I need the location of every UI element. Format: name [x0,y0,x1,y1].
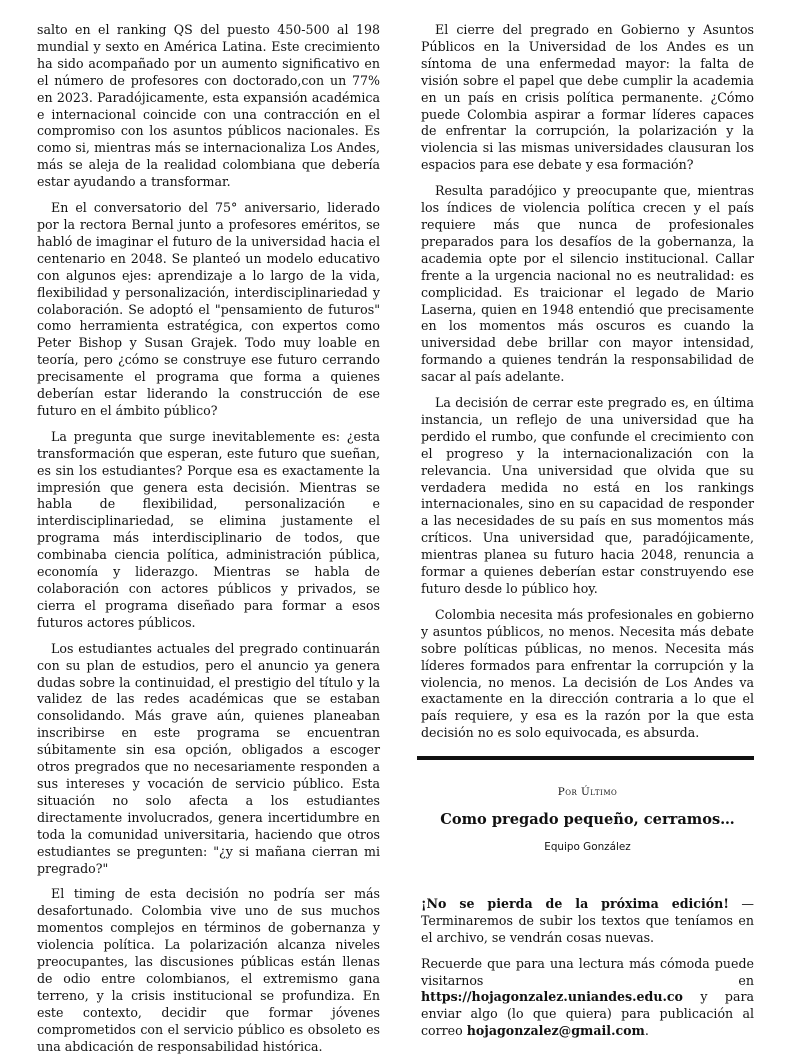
body-paragraph: salto en el ranking QS del puesto 450-500 al 198 mundial y sexto en América Latina. Este crecimiento ha sido acompañado por un aumento significativo en el número de profesores con doctorado,con un 77% en 2023. Paradójicamente, esta expansión académica e internacional coincide con una contracción en el compromiso con los asuntos públicos nacionales. Es como si, mientras más se internacionaliza Los Andes, más se aleja de la realidad colombiana que debería estar ayudando a transformar. [37,22,380,190]
body-paragraph: En el conversatorio del 75° aniversario, liderado por la rectora Bernal junto a profesores eméritos, se habló de imaginar el futuro de la universidad hacia el centenario en 2048. Se planteó un modelo educativo con algunos ejes: aprendizaje a lo largo de la vida, flexibilidad y personalización, interdisciplinariedad y colaboración. Se adoptó el "pensamiento de futuros" como herramienta estratégica, con expertos como Peter Bishop y Susan Grajek. Todo muy loable en teoría, pero ¿cómo se construye ese futuro cerrando precisamente el programa que forma a quienes deberían estar liderando la construcción de ese futuro en el ámbito público? [37,200,380,418]
send-text: y para enviar algo (lo que quiera) para publicación al correo [421,989,754,1039]
section-divider [417,756,754,760]
next-edition-notice [421,896,754,947]
body-paragraph: Resulta paradójico y preocupante que, mientras los índices de violencia política crecen y el país requiere más que nunca de profesionales preparados para los desafíos de la gobernanza, la academia opte por el silencio institucional. Callar frente a la urgencia nacional no es neutralidad: es complicidad. Es traicionar el legado de Mario Laserna, quien en 1948 entendió que precisamente en los momentos más oscuros es cuando la universidad debe brillar con mayor intensidad, formando a quienes tendrán la responsabilidad de sacar al país adelante. [421,183,754,385]
notice-text: — Terminaremos de subir los textos que teníamos en el archivo, se vendrán cosas nuevas. [421,895,754,945]
section-label: Por Último [557,786,618,799]
email-link[interactable]: hojagonzalez@gmail.com [466,1023,645,1039]
body-paragraph: Colombia necesita más profesionales en gobierno y asuntos públicos, no menos. Necesita más debate sobre políticas públicas, no menos. Necesita más líderes formados para enfrentar la corrupción y la violencia, no menos. La decisión de Los Andes va exactamente en la dirección contraria a lo que el país requiere, y esa es la razón por la que esta decisión no es solo equivocada, es absurda. [421,606,754,741]
right-column [421,22,754,1049]
section-headline: Como pregado pequeño, cerramos… [440,811,735,829]
body-paragraph: La pregunta que surge inevitablemente es: ¿esta transformación que esperan, este futuro que sueñan, es sin los estudiantes? Porque esa es exactamente la impresión que genera esta decisión. Mientras se habla de flexibilidad, personalización e interdisciplinariedad, se elimina justamente el programa más interdisciplinario de todos, que combinaba ciencia política, administración pública, economía y liderazgo. Mientras se habla de colaboración con actores públicos y privados, se cierra el programa diseñado para formar a esos futuros actores públicos. [37,428,380,630]
notice-lead: ¡No se pierda de la próxima edición! [421,895,729,911]
contact-notice [421,956,754,1041]
website-link[interactable]: https://hojagonzalez.uniandes.edu.co [421,989,683,1005]
left-column [37,22,380,1064]
visit-text: Recuerde que para una lectura más cómoda puede visitarnos en [421,955,754,988]
notice-box [421,896,754,1040]
period-text: . [644,1023,649,1039]
byline: Equipo González [544,840,631,853]
body-paragraph: Los estudiantes actuales del pregrado continuarán con su plan de estudios, pero el anuncio ya genera dudas sobre la continuidad, el prestigio del título y la validez de las redes académicas que se estaban consolidando. Más grave aún, quienes planeaban inscribirse en este programa se encuentran súbitamente sin esa opción, obligados a escoger otros pregrados que no necesariamente responden a sus intereses y vocación de servicio público. Esta situación no solo afecta a los estudiantes directamente involucrados, genera incertidumbre en toda la comunidad universitaria, haciendo que otros estudiantes se pregunten: "¿y si mañana cierran mi pregrado?" [37,640,380,876]
body-paragraph: El timing de esta decisión no podría ser más desafortunado. Colombia vive uno de sus muchos momentos complejos en términos de gobernanza y violencia política. La polarización alcanza niveles preocupantes, las discusiones públicas están llenas de odio entre colombianos, el extremismo gana terreno, y la crisis institucional se profundiza. En este contexto, decidir que formar jóvenes comprometidos con el servicio público es obsoleto es una abdicación de responsabilidad histórica. [37,886,380,1054]
body-paragraph: El cierre del pregrado en Gobierno y Asuntos Públicos en la Universidad de los Andes es un síntoma de una enfermedad mayor: la falta de visión sobre el papel que debe cumplir la academia en un país en crisis política permanente. ¿Cómo puede Colombia aspirar a formar líderes capaces de enfrentar la corrupción, la polarización y la violencia si las mismas universidades clausuran los espacios para ese debate y esa formación? [421,22,754,173]
body-paragraph: La decisión de cerrar este pregrado es, en última instancia, un reflejo de una universidad que ha perdido el rumbo, que confunde el crecimiento con el progreso y la internacionalización con la relevancia. Una universidad que olvida que su verdadera medida no está en los rankings internacionales, sino en su capacidad de responder a las necesidades de su país en sus momentos más críticos. Una universidad que, paradójicamente, mientras planea su futuro hacia 2048, renuncia a formar a quienes deberían estar construyendo ese futuro desde lo público hoy. [421,395,754,596]
